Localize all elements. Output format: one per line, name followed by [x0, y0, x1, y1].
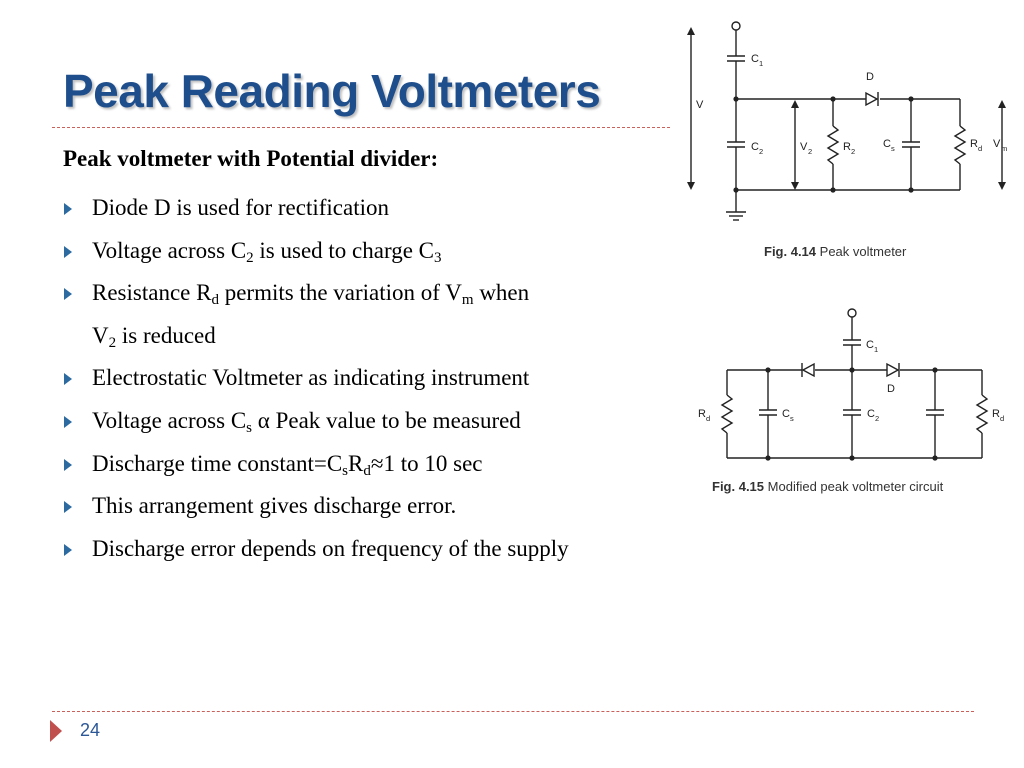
bullet-text: Resistance $R_d$ permits the variation of $V_m$ when — [92, 280, 530, 309]
bullet-item — [63, 272, 569, 357]
bullet-text: Diode D is used for rectification — [92, 195, 389, 220]
triangle-right-icon — [64, 288, 72, 300]
svg-text:R: R — [843, 141, 851, 153]
footer-divider — [52, 711, 974, 712]
svg-text:C: C — [751, 53, 759, 65]
peak-voltmeter-circuit-diagram — [683, 16, 1023, 231]
bullet-item — [63, 357, 569, 400]
triangle-right-icon — [64, 544, 72, 556]
svg-text:C: C — [867, 408, 875, 420]
bullet-item — [63, 485, 569, 528]
bullet-text: Voltage across $C_2$ is used to charge $C_3$ — [92, 237, 442, 266]
svg-text:m: m — [1001, 144, 1008, 153]
svg-text:R: R — [970, 138, 978, 150]
bullet-text: Discharge error depends on frequency of the supply — [92, 535, 569, 561]
svg-text:s: s — [891, 144, 895, 153]
triangle-right-icon — [64, 459, 72, 471]
slide-title: Peak Reading Voltmeters — [63, 65, 601, 117]
svg-text:C: C — [751, 141, 759, 153]
svg-text:1: 1 — [874, 345, 879, 354]
modified-peak-voltmeter-circuit-diagram — [690, 303, 1020, 478]
svg-text:2: 2 — [808, 147, 813, 156]
svg-text:R: R — [992, 408, 1000, 420]
svg-text:1: 1 — [759, 59, 764, 68]
bullet-item — [63, 187, 569, 230]
svg-text:D: D — [887, 383, 895, 395]
svg-text:2: 2 — [851, 147, 856, 156]
bullet-text: Electrostatic Voltmeter as indicating instrument — [92, 365, 530, 391]
svg-text:2: 2 — [875, 414, 880, 423]
svg-text:C: C — [782, 408, 790, 420]
bullet-item — [63, 400, 569, 443]
bullet-text: Voltage across $C_s$ α Peak value to be measured — [92, 407, 521, 436]
svg-text:V: V — [696, 99, 704, 111]
svg-text:D: D — [866, 71, 874, 83]
title-divider — [52, 127, 670, 128]
bullet-item — [63, 230, 569, 273]
svg-text:C: C — [883, 138, 891, 150]
figure-caption: Fig. 4.14 Peak voltmeter — [764, 244, 907, 259]
svg-text:C: C — [866, 339, 874, 351]
bullet-continuation: $V_2$ is reduced — [92, 322, 216, 351]
svg-text:V: V — [993, 138, 1001, 150]
triangle-right-icon — [64, 246, 72, 258]
page-number: 24 — [80, 720, 101, 740]
svg-text:d: d — [706, 414, 711, 423]
bullet-list — [63, 187, 569, 570]
triangle-right-icon — [64, 203, 72, 215]
triangle-right-icon — [64, 501, 72, 513]
svg-text:R: R — [698, 408, 706, 420]
bullet-item — [63, 528, 569, 571]
bullet-item — [63, 443, 569, 486]
bullet-text: This arrangement gives discharge error. — [92, 493, 457, 519]
svg-text:d: d — [1000, 414, 1005, 423]
svg-text:s: s — [790, 414, 794, 423]
figure-caption: Fig. 4.15 Modified peak voltmeter circuit — [712, 479, 944, 494]
bullet-text: Discharge time $constant=C_sR_d\approx 1$ to 10 sec — [92, 450, 483, 479]
section-heading: Peak voltmeter with Potential divider: — [63, 146, 439, 171]
svg-text:2: 2 — [759, 147, 764, 156]
svg-text:V: V — [800, 141, 808, 153]
svg-text:d: d — [978, 144, 983, 153]
triangle-right-icon — [64, 373, 72, 385]
triangle-right-icon — [50, 720, 62, 742]
triangle-right-icon — [64, 416, 72, 428]
